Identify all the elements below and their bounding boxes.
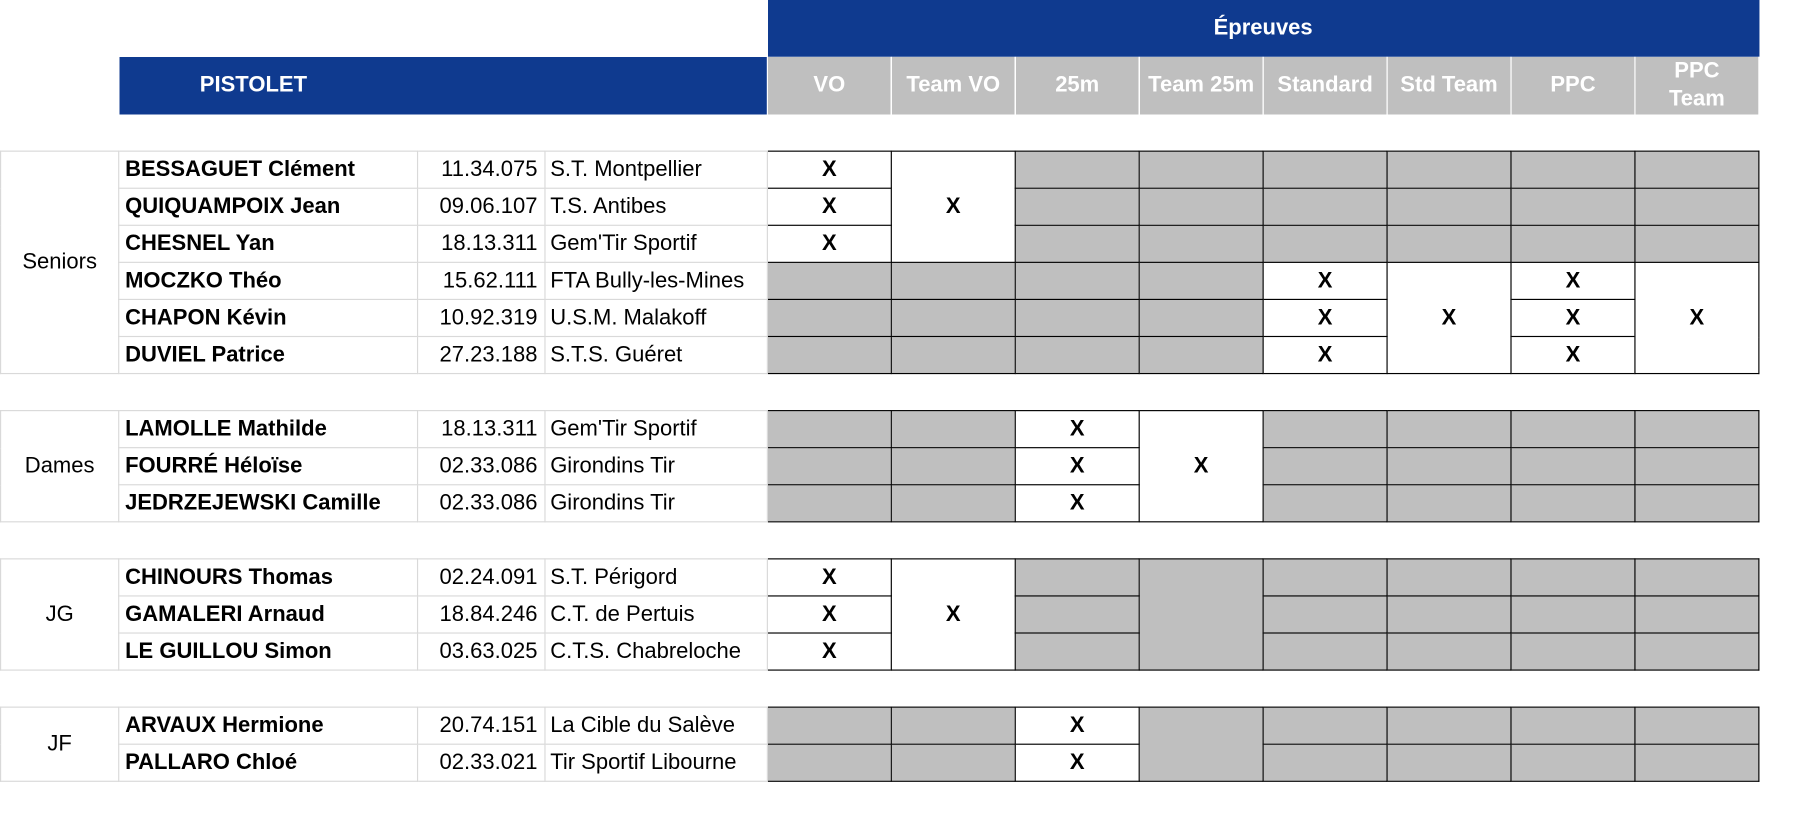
license-number: 27.23.188 [418,336,545,373]
license-number: 03.63.025 [418,633,545,670]
club-name: U.S.M. Malakoff [545,299,767,336]
shooter-name: BESSAGUET Clément [119,151,418,188]
license-number: 15.62.111 [418,262,545,299]
table-row [1,411,1759,448]
group-title: Épreuves [767,0,1759,57]
team-entry-mark: X [1139,411,1263,522]
entry-mark: X [767,225,891,262]
license-number: 11.34.075 [418,151,545,188]
entry-mark: X [767,596,891,633]
club-name: C.T. de Pertuis [545,596,767,633]
shooter-name: CHINOURS Thomas [119,559,418,596]
shooter-name: CHAPON Kévin [119,299,418,336]
event-header: 25m [1015,57,1139,115]
event-header: VO [767,57,891,115]
entry-mark: X [1511,262,1635,299]
category-label: JG [1,559,119,670]
entry-mark: X [767,633,891,670]
team-entry-mark: X [891,151,1015,262]
entry-mark: X [1015,485,1139,522]
license-number: 09.06.107 [418,188,545,225]
club-name: Girondins Tir [545,485,767,522]
club-name: Gem'Tir Sportif [545,225,767,262]
club-name: S.T. Montpellier [545,151,767,188]
table-row [1,559,1759,596]
license-number: 18.13.311 [418,411,545,448]
entry-mark: X [1263,262,1387,299]
club-name: Tir Sportif Libourne [545,744,767,781]
event-header: Team VO [891,57,1015,115]
license-number: 20.74.151 [418,707,545,744]
event-header: Standard [1263,57,1387,115]
team-entry-mark: X [1635,262,1759,373]
section-title: PISTOLET [119,57,768,115]
shooter-name: GAMALERI Arnaud [119,596,418,633]
entry-mark: X [1511,299,1635,336]
shooter-name: LE GUILLOU Simon [119,633,418,670]
club-name: S.T.S. Guéret [545,336,767,373]
club-name: Gem'Tir Sportif [545,411,767,448]
club-name: T.S. Antibes [545,188,767,225]
event-header: Std Team [1387,57,1511,115]
club-name: Girondins Tir [545,448,767,485]
entry-mark: X [1015,707,1139,744]
entry-mark: X [1015,411,1139,448]
table-row [1,744,1759,781]
license-number: 18.13.311 [418,225,545,262]
shooter-name: LAMOLLE Mathilde [119,411,418,448]
table-row [1,225,1759,262]
table-row [1,188,1759,225]
license-number: 02.24.091 [418,559,545,596]
club-name: FTA Bully-les-Mines [545,262,767,299]
entry-mark: X [767,559,891,596]
table-row [1,707,1759,744]
shooter-name: JEDRZEJEWSKI Camille [119,485,418,522]
table-row [1,262,1759,299]
license-number: 10.92.319 [418,299,545,336]
shooter-name: MOCZKO Théo [119,262,418,299]
event-header: PPC [1511,57,1635,115]
entry-mark: X [767,151,891,188]
category-label: JF [1,707,119,781]
license-number: 02.33.086 [418,448,545,485]
shooter-name: QUIQUAMPOIX Jean [119,188,418,225]
club-name: C.T.S. Chabreloche [545,633,767,670]
entry-mark: X [1263,336,1387,373]
license-number: 02.33.021 [418,744,545,781]
club-name: La Cible du Salève [545,707,767,744]
table-row [1,485,1759,522]
category-label: Seniors [1,151,119,373]
entry-mark: X [1015,744,1139,781]
license-number: 02.33.086 [418,485,545,522]
team-entry-mark: X [1387,262,1511,373]
team-entry-mark: X [891,559,1015,670]
table-row [1,633,1759,670]
shooter-name: ARVAUX Hermione [119,707,418,744]
shooter-name: PALLARO Chloé [119,744,418,781]
entry-mark: X [767,188,891,225]
entry-mark: X [1511,336,1635,373]
category-label: Dames [1,411,119,522]
header-spacer [1,0,768,57]
license-number: 18.84.246 [418,596,545,633]
entry-mark: X [1015,448,1139,485]
event-header: Team 25m [1139,57,1263,115]
entry-mark: X [1263,299,1387,336]
shooter-name: CHESNEL Yan [119,225,418,262]
event-header: PPC Team [1635,57,1759,115]
club-name: S.T. Périgord [545,559,767,596]
shooter-name: DUVIEL Patrice [119,336,418,373]
table-row [1,448,1759,485]
table-row [1,151,1759,188]
table-row [1,596,1759,633]
shooter-name: FOURRÉ Héloïse [119,448,418,485]
